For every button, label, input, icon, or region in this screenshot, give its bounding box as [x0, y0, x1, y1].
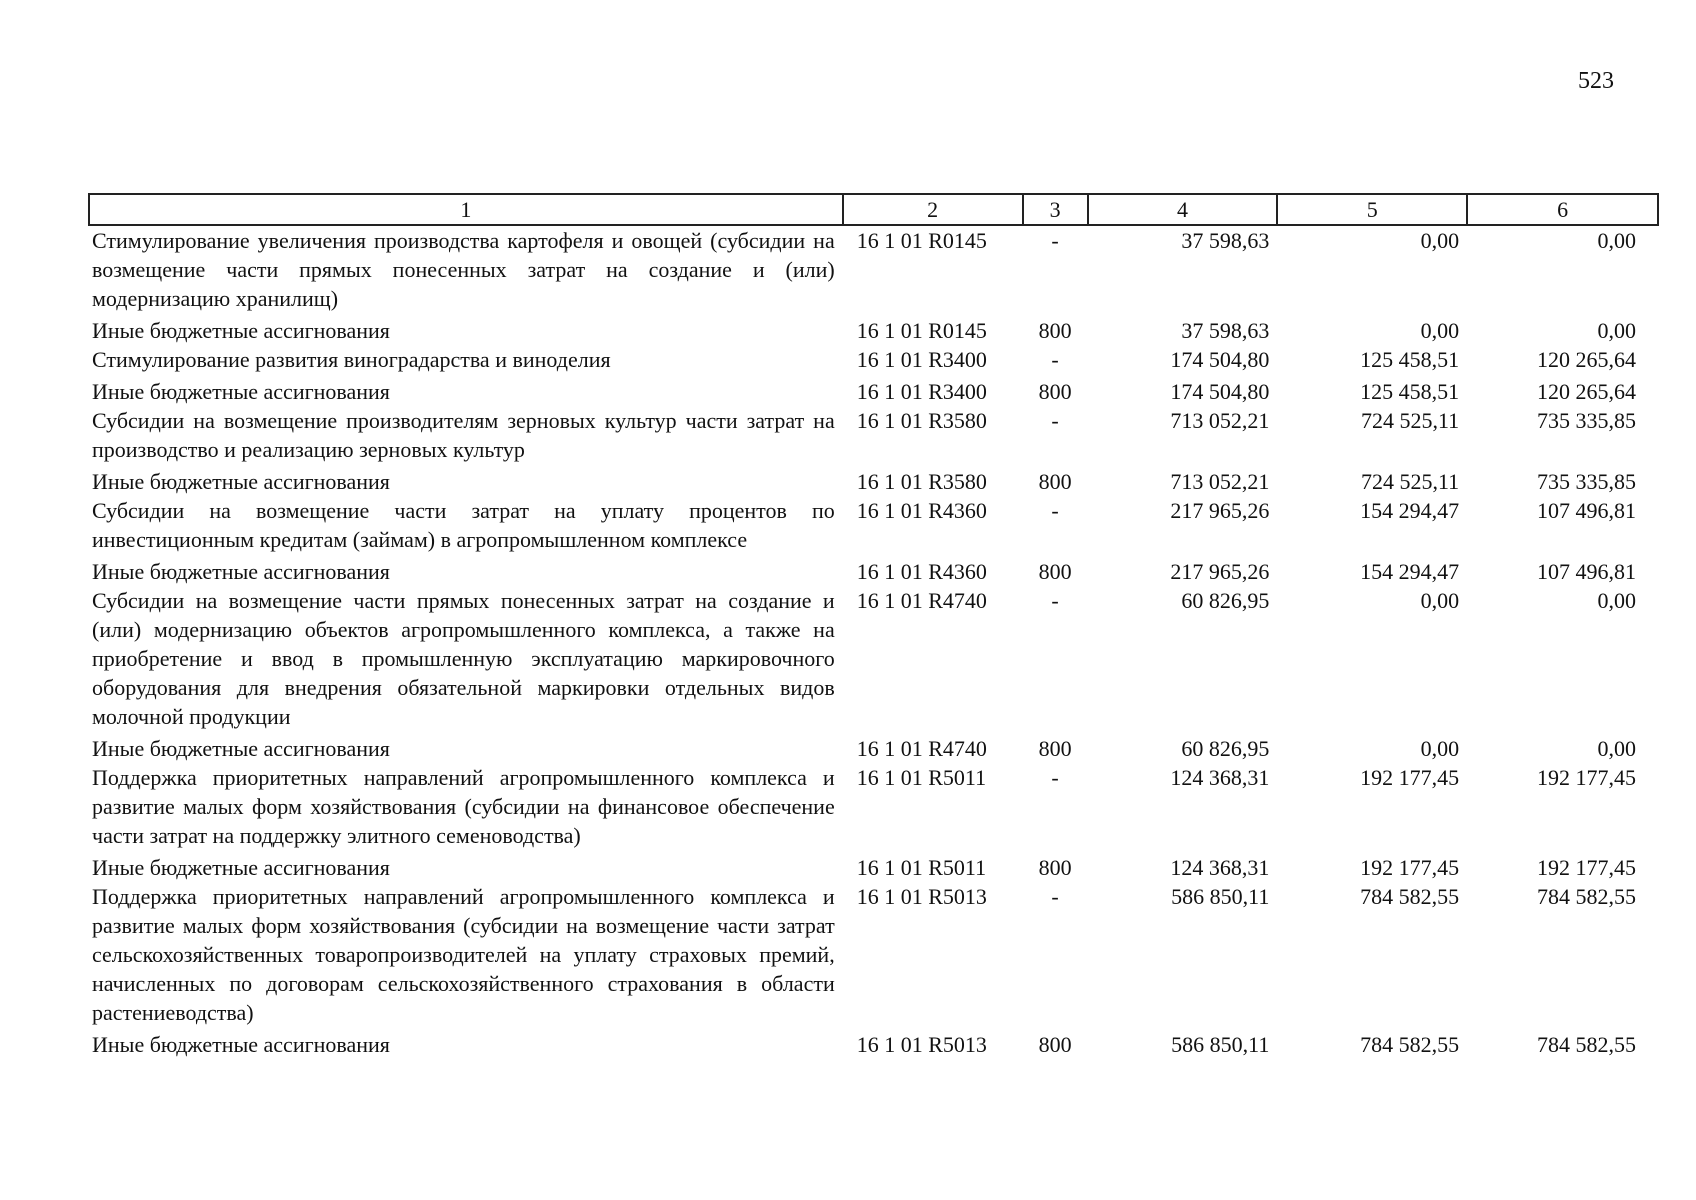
budget-table: [88, 193, 1659, 1059]
header-col-4: 4: [1088, 194, 1278, 225]
row-value-col5: 154 294,47: [1360, 498, 1460, 523]
row-value-col6: 784 582,55: [1537, 1032, 1636, 1057]
row-value-col4: 124 368,31: [1170, 765, 1270, 790]
row-value-col4: 217 965,26: [1170, 498, 1270, 523]
row-name: Иные бюджетные ассигнования: [92, 379, 390, 404]
row-code: 16 1 01 R4740: [856, 588, 987, 613]
row-value-col4: 174 504,80: [1170, 347, 1270, 372]
row-expense-type: 800: [1038, 469, 1072, 494]
table-row: [89, 225, 1658, 313]
row-expense-type: 800: [1038, 318, 1072, 343]
row-value-col4: 37 598,63: [1181, 228, 1270, 253]
row-value-col5: 154 294,47: [1360, 559, 1460, 584]
table-row: [89, 554, 1658, 586]
row-code: 16 1 01 R5011: [856, 855, 987, 880]
row-code: 16 1 01 R4360: [856, 498, 987, 523]
row-value-col6: 107 496,81: [1537, 559, 1636, 584]
row-value-col6: 192 177,45: [1537, 855, 1636, 880]
row-value-col4: 60 826,95: [1181, 736, 1270, 761]
row-code: 16 1 01 R4740: [856, 736, 987, 761]
row-code: 16 1 01 R4360: [856, 559, 987, 584]
table-row: [89, 1027, 1658, 1059]
row-value-col6: 120 265,64: [1537, 379, 1636, 404]
row-expense-type: -: [1051, 408, 1059, 433]
row-value-col6: 735 335,85: [1537, 408, 1636, 433]
row-value-col4: 586 850,11: [1171, 884, 1270, 909]
row-name: Поддержка приоритетных направлений агропромышленного комплекса и развитие малых форм хозяйствования (субсидии на возмещение части затрат сельскохозяйственных товаропроизводителей на уплату страховых премий, начисленных по договорам сельскохозяйственного страхования в области растениеводства): [92, 884, 835, 1025]
row-expense-type: -: [1051, 765, 1059, 790]
table-header: [89, 194, 1658, 225]
row-name: Поддержка приоритетных направлений агропромышленного комплекса и развитие малых форм хозяйствования (субсидии на финансовое обеспечение части затрат на поддержку элитного семеноводства): [92, 765, 835, 848]
row-name: Иные бюджетные ассигнования: [92, 559, 390, 584]
row-value-col6: 0,00: [1597, 588, 1636, 613]
row-code: 16 1 01 R5013: [856, 884, 987, 909]
table-row: [89, 763, 1658, 850]
row-value-col6: 192 177,45: [1537, 765, 1636, 790]
table-row: [89, 731, 1658, 763]
row-expense-type: 800: [1038, 855, 1072, 880]
header-col-5: 5: [1277, 194, 1467, 225]
row-code: 16 1 01 R5011: [856, 765, 987, 790]
row-value-col4: 60 826,95: [1181, 588, 1270, 613]
row-expense-type: 800: [1038, 736, 1072, 761]
row-expense-type: -: [1051, 588, 1059, 613]
row-value-col5: 784 582,55: [1360, 1032, 1460, 1057]
row-name: Стимулирование развития виноградарства и виноделия: [92, 347, 611, 372]
row-value-col5: 192 177,45: [1360, 765, 1460, 790]
row-value-col6: 107 496,81: [1537, 498, 1636, 523]
row-value-col5: 125 458,51: [1360, 347, 1460, 372]
row-expense-type: -: [1051, 347, 1059, 372]
row-value-col5: 0,00: [1420, 318, 1460, 343]
table-row: [89, 586, 1658, 731]
row-expense-type: 800: [1038, 1032, 1072, 1057]
table-row: [89, 850, 1658, 882]
row-code: 16 1 01 R0145: [856, 318, 987, 343]
row-name: Иные бюджетные ассигнования: [92, 469, 390, 494]
row-name: Иные бюджетные ассигнования: [92, 736, 390, 761]
header-col-3: 3: [1023, 194, 1088, 225]
row-value-col6: 0,00: [1597, 736, 1636, 761]
row-expense-type: 800: [1038, 379, 1072, 404]
row-code: 16 1 01 R3580: [856, 469, 987, 494]
table-row: [89, 406, 1658, 464]
row-value-col5: 0,00: [1420, 736, 1460, 761]
row-value-col5: 0,00: [1420, 588, 1460, 613]
row-value-col6: 0,00: [1597, 318, 1636, 343]
page-number: 523: [1578, 68, 1614, 94]
header-row: [89, 194, 1658, 225]
row-value-col6: 784 582,55: [1537, 884, 1636, 909]
row-value-col4: 713 052,21: [1170, 469, 1270, 494]
header-col-2: 2: [843, 194, 1023, 225]
row-value-col4: 217 965,26: [1170, 559, 1270, 584]
row-value-col6: 120 265,64: [1537, 347, 1636, 372]
row-value-col6: 0,00: [1597, 228, 1636, 253]
row-code: 16 1 01 R5013: [856, 1032, 987, 1057]
row-expense-type: 800: [1038, 559, 1072, 584]
table-row: [89, 882, 1658, 1027]
row-name: Стимулирование увеличения производства картофеля и овощей (субсидии на возмещение части прямых понесенных затрат на создание и (или) модернизацию хранилищ): [92, 228, 835, 311]
row-expense-type: -: [1051, 498, 1059, 523]
header-col-1: 1: [89, 194, 843, 225]
table-row: [89, 345, 1658, 374]
row-code: 16 1 01 R0145: [856, 228, 987, 253]
table-row: [89, 496, 1658, 554]
row-value-col4: 37 598,63: [1181, 318, 1270, 343]
table-row: [89, 313, 1658, 345]
table-row: [89, 464, 1658, 496]
row-name: Иные бюджетные ассигнования: [92, 318, 390, 343]
row-value-col5: 192 177,45: [1360, 855, 1460, 880]
row-value-col4: 174 504,80: [1170, 379, 1270, 404]
row-code: 16 1 01 R3580: [856, 408, 987, 433]
row-name: Иные бюджетные ассигнования: [92, 1032, 390, 1057]
row-value-col5: 724 525,11: [1360, 408, 1460, 433]
row-code: 16 1 01 R3400: [856, 379, 987, 404]
row-name: Субсидии на возмещение части затрат на уплату процентов по инвестиционным кредитам (займам) в агропромышленном комплексе: [92, 498, 835, 552]
table-row: [89, 374, 1658, 406]
row-code: 16 1 01 R3400: [856, 347, 987, 372]
row-value-col5: 724 525,11: [1360, 469, 1460, 494]
row-value-col4: 713 052,21: [1170, 408, 1270, 433]
row-expense-type: -: [1051, 228, 1059, 253]
row-name: Субсидии на возмещение части прямых понесенных затрат на создание и (или) модернизацию объектов агропромышленного комплекса, а также на приобретение и ввод в промышленную эксплуатацию маркировочного оборудования для внедрения обязательной маркировки отдельных видов молочной продукции: [92, 588, 835, 729]
row-value-col6: 735 335,85: [1537, 469, 1636, 494]
row-name: Субсидии на возмещение производителям зерновых культур части затрат на производство и реализацию зерновых культур: [92, 408, 835, 462]
row-name: Иные бюджетные ассигнования: [92, 855, 390, 880]
row-value-col4: 124 368,31: [1170, 855, 1270, 880]
header-col-6: 6: [1467, 194, 1658, 225]
row-value-col5: 0,00: [1420, 228, 1460, 253]
row-value-col5: 125 458,51: [1360, 379, 1460, 404]
table-body: [89, 225, 1658, 1059]
row-expense-type: -: [1051, 884, 1059, 909]
row-value-col5: 784 582,55: [1360, 884, 1460, 909]
row-value-col4: 586 850,11: [1171, 1032, 1270, 1057]
